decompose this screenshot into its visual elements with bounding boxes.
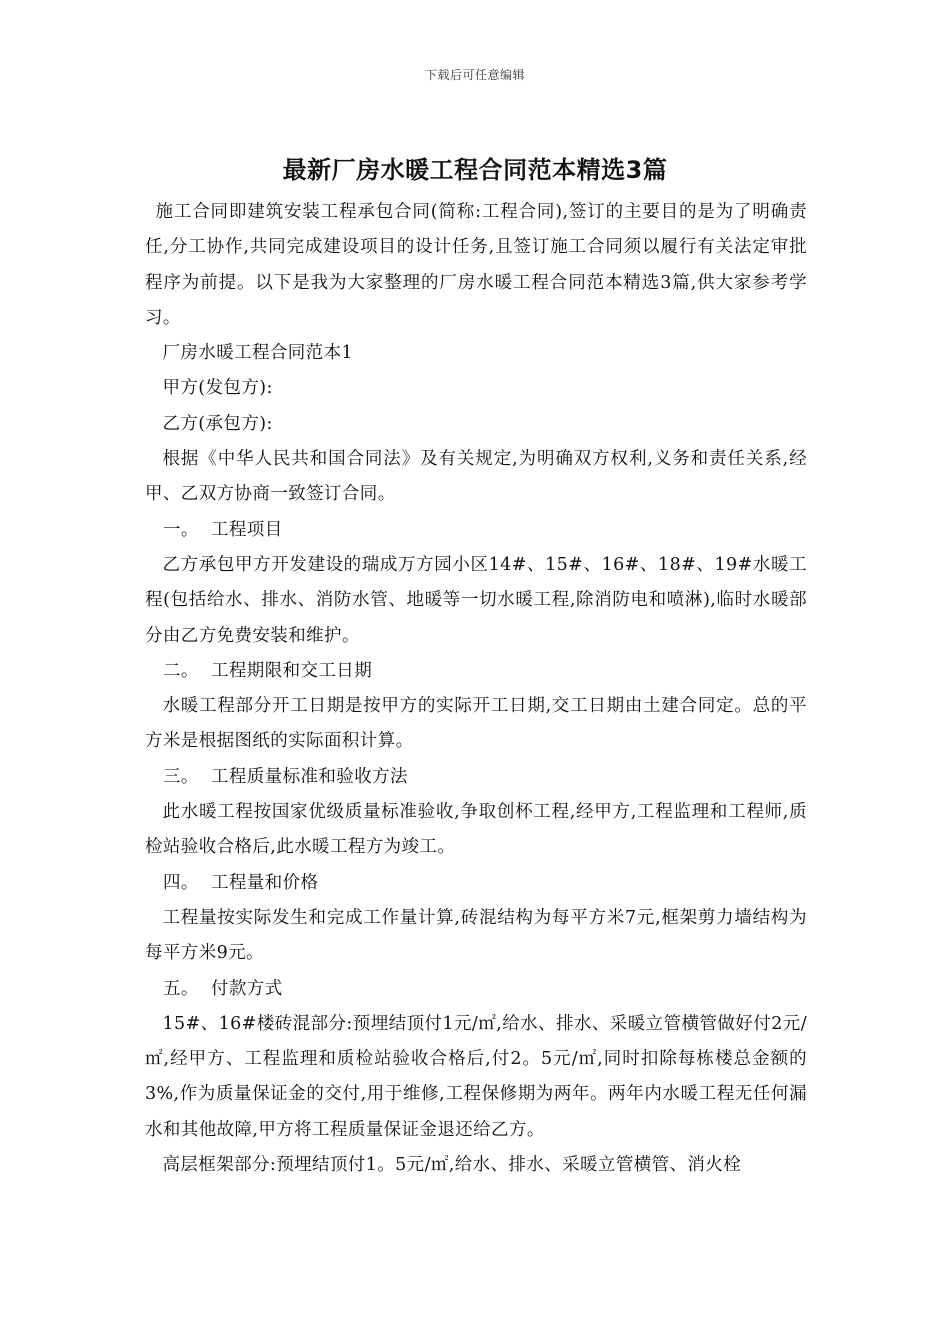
intro-paragraph: 施工合同即建筑安装工程承包合同(简称:工程合同),签订的主要目的是为了明确责任,分工协作,共同完成建设项目的设计任务,且签订施工合同须以履行有关法定审批程序为前提。以下是我为大家整理的厂房水暖工程合同范本精选3篇,供大家参考学习。 <box>145 202 807 328</box>
section-title: 付款方式 <box>211 978 283 999</box>
section-number: 三。 <box>163 766 199 787</box>
section-body-5b: 高层框架部分:预埋结顶付1。5元/㎡,给水、排水、采暖立管横管、消火栓 <box>162 1155 742 1176</box>
section-title: 工程项目 <box>211 519 283 540</box>
section-body-4: 工程量按实际发生和完成工作量计算,砖混结构为每平方米7元,框架剪力墙结构为每平方米9元。 <box>145 907 807 964</box>
section-heading-3 <box>145 760 807 795</box>
section-heading-4 <box>145 866 807 901</box>
basis-paragraph: 根据《中华人民共和国合同法》及有关规定,为明确双方权利,义务和责任关系,经甲、乙双方协商一致签订合同。 <box>145 449 807 505</box>
section-body-5a: 15#、16#楼砖混部分:预埋结顶付1元/㎡,给水、排水、采暖立管横管做好付2元/㎡,经甲方、工程监理和质检站验收合格后,付2。5元/㎡,同时扣除每栋楼总金额的3%,作为质量保证金的交付,用于维修,工程保修期为两年。两年内水暖工程无任何漏水和其他故障,甲方将工程质量保证金退还给乙方。 <box>145 1013 807 1140</box>
section-title: 工程期限和交工日期 <box>211 660 373 681</box>
section-body-1: 乙方承包甲方开发建设的瑞成万方园小区14#、15#、16#、18#、19#水暖工程(包括给水、排水、消防水管、地暖等一切水暖工程,除消防电和喷淋),临时水暖部分由乙方免费安装和维护。 <box>145 554 807 646</box>
section-title: 工程量和价格 <box>211 872 319 893</box>
section-number: 一。 <box>163 519 199 540</box>
section-number: 五。 <box>163 978 199 999</box>
section-number: 四。 <box>163 872 199 893</box>
section-title: 工程质量标准和验收方法 <box>211 766 408 787</box>
section-body-2: 水暖工程部分开工日期是按甲方的实际开工日期,交工日期由土建合同定。总的平方米是根据图纸的实际面积计算。 <box>145 696 807 752</box>
section-heading-5 <box>145 972 807 1007</box>
header-note: 下载后可任意编辑 <box>424 68 525 82</box>
section-heading-1 <box>145 513 807 548</box>
section-heading-2 <box>145 654 807 689</box>
section-body-3: 此水暖工程按国家优级质量标准验收,争取创杯工程,经甲方,工程监理和工程师,质检站验收合格后,此水暖工程方为竣工。 <box>145 802 807 858</box>
document-body <box>145 195 807 1183</box>
sample-title: 厂房水暖工程合同范本1 <box>162 343 354 364</box>
section-number: 二。 <box>163 660 199 681</box>
document-title: 最新厂房水暖工程合同范本精选3篇 <box>282 156 668 184</box>
party-b-line: 乙方(承包方): <box>162 413 273 434</box>
party-a-line: 甲方(发包方): <box>162 378 273 399</box>
